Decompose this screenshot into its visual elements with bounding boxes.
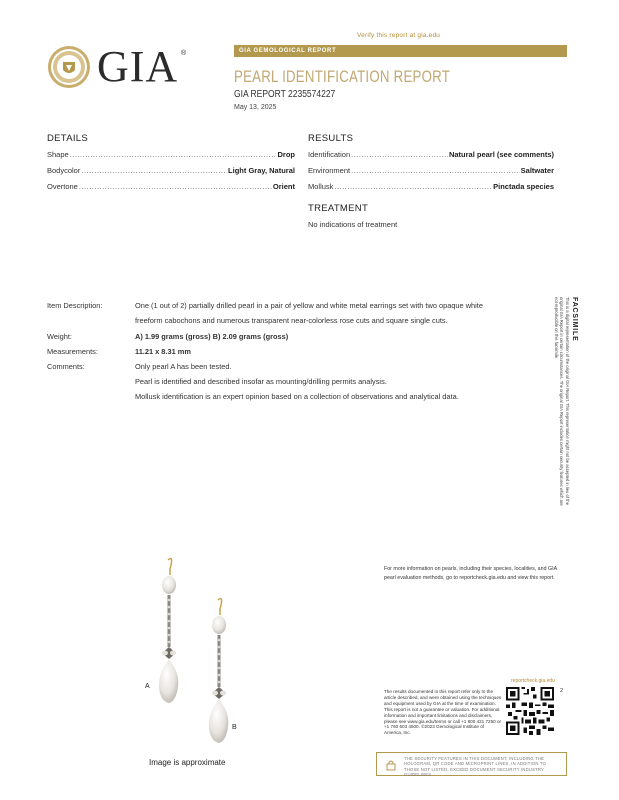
results-row-identification [308,150,554,159]
row-value: Pinctada species [493,182,554,191]
security-text: THE SECURITY FEATURES IN THIS DOCUMENT, INCLUDING THE HOLOGRAM, QR CODE AND MICROPRINT LINES, IN ADDITION TO THOSE NOT LISTED, EXCEED DOCUMENT SECURITY INDUSTRY GUIDELINES. [404,756,547,777]
legal-disclaimer: The results documented in this report refer only to the article described, and were obtained using the techniques and equipment used by GIA at the time of examination. This report is not a guarantee or valuation. For additional information and important limitations and disclaimers, please see www.gia.edu/terms or call +1 800 421 7250 or +1 760 603 4500. ©2023 Gemological Institute of America, Inc. [384,689,502,736]
gia-seal-icon [47,45,91,89]
details-row-overtone [47,182,295,191]
measurements-label: Measurements: [47,347,98,356]
registered-mark: ® [181,50,187,57]
lab-label: GIA GEMOLOGICAL REPORT [239,48,337,54]
comments-label: Comments: [47,362,85,371]
comment-line: Only pearl A has been tested. [135,362,232,371]
row-value: Orient [272,182,295,191]
earrings-image [140,555,250,745]
description-label: Item Description: [47,301,103,310]
row-label: Environment [308,166,351,175]
measurements-value: 11.21 x 8.31 mm [135,347,191,356]
report-type-title: PEARL IDENTIFICATION REPORT [234,67,451,86]
pearl-info-text: For more information on pearls, including their species, localities, and GIA pearl evaluation methods, go to reportcheck.gia.edu and view this report. [384,566,557,581]
weight-value: A) 1.99 grams (gross) B) 2.09 grams (gross) [135,332,289,341]
treatment-heading: TREATMENT [308,203,369,214]
row-value: Natural pearl (see comments) [448,150,554,159]
security-notice [376,752,567,776]
row-label: Identification [308,150,351,159]
report-header-bar [234,45,567,57]
weight-label: Weight: [47,332,72,341]
qr-code-icon[interactable] [506,687,554,735]
details-row-shape [47,150,295,159]
qr-page-number: 2 [560,688,564,694]
gia-logo-text: GIA [97,42,179,91]
lock-icon [385,759,397,771]
row-value: Saltwater [520,166,554,175]
description-line-2: freeform cabochons and numerous transparent near-colorless rose cuts and square single cuts. [135,316,448,325]
reportcheck-link[interactable]: reportcheck.gia.edu [511,678,555,684]
item-description-block [47,298,567,408]
facsimile-title: FACSIMILE [571,297,578,342]
row-label: Bodycolor [47,166,81,175]
row-label: Shape [47,150,69,159]
comment-line: Mollusk identification is an expert opinion based on a collection of observations and analytical data. [135,392,459,401]
report-date: May 13, 2025 [234,104,277,111]
row-value: Drop [277,150,295,159]
treatment-text: No indications of treatment [308,220,398,229]
row-value: Light Gray, Natural [228,166,295,175]
earring-a-label: A [145,683,150,690]
comment-line: Pearl is identified and described insofar as mounting/drilling permits analysis. [135,377,387,386]
results-row-environment [308,166,554,175]
image-caption: Image is approximate [149,758,226,767]
row-label: Overtone [47,182,78,191]
earring-b-label: B [232,724,237,731]
details-heading: DETAILS [47,133,88,144]
results-heading: RESULTS [308,133,354,144]
row-label: Mollusk [308,182,334,191]
report-number: GIA REPORT 2235574227 [234,89,336,100]
facsimile-text: This is a digital representation of the original GIA Report. This representation might not be accepted in lieu of the original GIA Report in certain circumstances. The original GIA Report includes certain security features which are not reproducible on this facsimile. [554,297,570,506]
results-row-mollusk [308,182,554,191]
description-line-1: One (1 out of 2) partially drilled pearl in a pair of yellow and white metal earrings set with two opaque white [135,301,483,310]
facsimile-notice [554,297,579,507]
details-row-bodycolor [47,166,295,175]
verify-link[interactable]: Verify this report at gia.edu [357,32,441,39]
